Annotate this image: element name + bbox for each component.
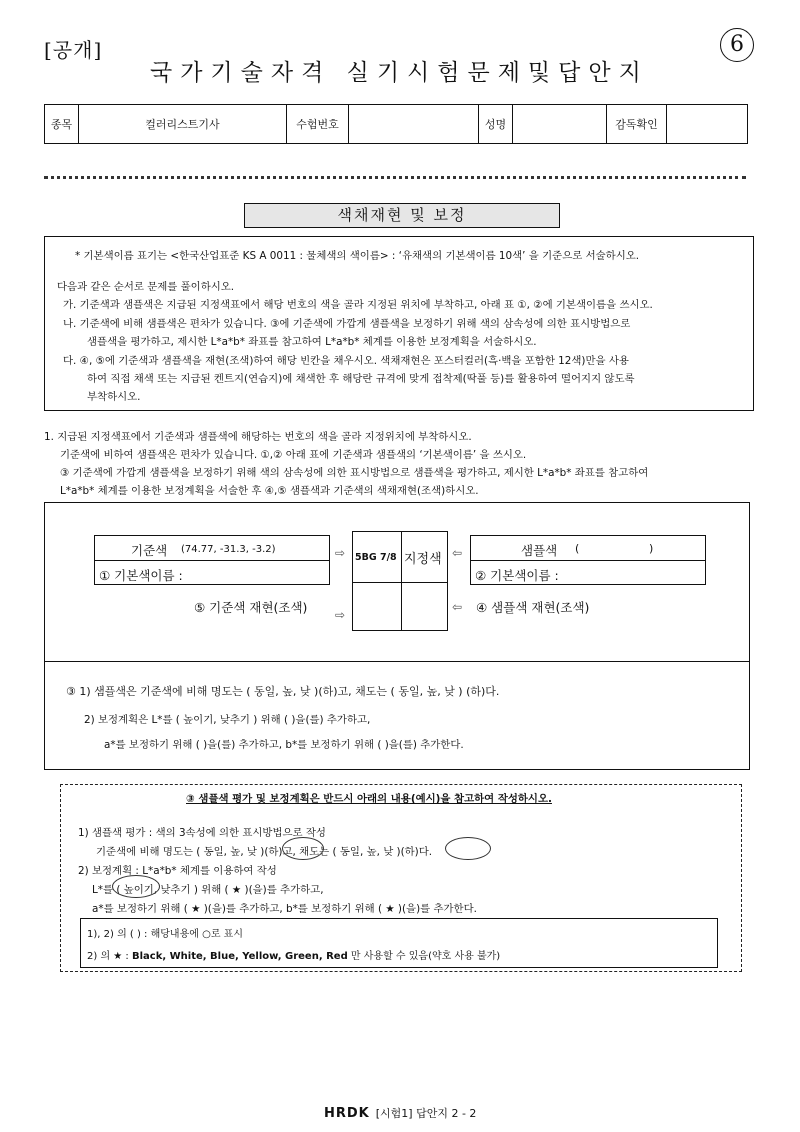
standard-note: * 기본색이름 표기는 <한국산업표준 KS A 0011 : 물체색의 색이름> : ‘유채색의 기본색이름 10색’ 을 기준으로 서술하시오. — [75, 250, 640, 262]
correction-plan-line-2[interactable]: a*를 보정하기 위해 ( )을(를) 추가하고, b*를 보정하기 위해 ( )을(를) 추가한다. — [104, 739, 464, 751]
sample-color-box — [470, 535, 706, 585]
standard-color-name-label[interactable]: ① 기본색이름 : — [99, 568, 183, 583]
note-line-2 — [87, 947, 500, 962]
name-label: 성명 — [479, 105, 513, 143]
instruction-da-2: 하여 직접 채색 또는 지급된 켄트지(연습지)에 채색한 후 해당란 규격에 맞게 접착제(딱풀 등)를 활용하여 떨어지지 않도록 — [87, 373, 635, 385]
standard-box-divider — [95, 560, 329, 561]
page-number-badge: 6 — [720, 28, 754, 62]
example-circle-mark — [282, 837, 324, 860]
reference-line-5: a*를 보정하기 위해 ( ★ )(을)를 추가하고, b*를 보정하기 위해 ( ★ )(을)를 추가한다. — [92, 903, 477, 915]
instructions-intro: 다음과 같은 순서로 문제를 풀이하시오. — [57, 281, 235, 293]
exam-number-field[interactable] — [349, 105, 479, 143]
reference-line-1: 1) 샘플색 평가 : 색의 3속성에 의한 표시방법으로 작성 — [78, 827, 326, 839]
footer-text: [시험1] 답안지 2 - 2 — [375, 1107, 477, 1120]
field-value: 컬러리스트기사 — [79, 105, 287, 143]
reference-line-4: L*를 ( 높이기, 낮추기 ) 위해 ( ★ )(을)를 추가하고, — [92, 884, 324, 896]
question-line-1: 1. 지급된 지정색표에서 기준색과 샘플색에 해당하는 번호의 색을 골라 지정위치에 부착하시오. — [44, 431, 472, 443]
instruction-da-1: 다. ④, ⑤에 기준색과 샘플색을 재현(조색)하여 해당 빈칸을 채우시오. 색채재현은 포스터컬러(흑·백을 포함한 12색)만을 사용 — [63, 355, 629, 367]
instruction-na-1: 나. 기준색에 비해 샘플색은 편차가 있습니다. ③에 기준색에 가깝게 샘플색을 보정하기 위해 색의 삼속성에 의한 표시방법으로 — [63, 318, 631, 330]
footer — [324, 1105, 476, 1121]
standard-repro-label: ⑤ 기준색 재현(조색) — [194, 600, 308, 615]
sample-paren-open: ( — [575, 542, 580, 555]
exam-number-label: 수험번호 — [287, 105, 349, 143]
standard-color-label: 기준색 — [131, 543, 168, 558]
sample-color-name-label[interactable]: ② 기본색이름 : — [475, 568, 559, 583]
reference-line-2: 기준색에 비해 명도는 ( 동일, 높, 낮 )(하)고, 채도는 ( 동일, 높, 낮 )(하)다. — [96, 846, 433, 858]
reference-note-box — [80, 918, 718, 968]
section-title: 색채재현 및 보정 — [244, 203, 560, 228]
right-arrow-icon: ⇨ — [335, 608, 346, 622]
reference-line-3: 2) 보정계획 : L*a*b* 체계를 이용하여 작성 — [78, 865, 277, 877]
sample-color-label: 샘플색 — [521, 543, 558, 558]
sample-box-divider — [471, 560, 705, 561]
allowed-colors: Black, White, Blue, Yellow, Green, Red — [131, 951, 348, 962]
exam-info-table — [44, 104, 748, 144]
page-title: 국가기술자격 실기시험문제및답안지 — [150, 60, 649, 86]
supervisor-label: 감독확인 — [607, 105, 667, 143]
dotted-divider — [44, 176, 746, 179]
correction-plan-line-1[interactable]: 2) 보정계획은 L*를 ( 높이기, 낮추기 ) 위해 ( )을(를) 추가하고, — [84, 714, 371, 726]
sample-paren-close: ) — [649, 542, 654, 555]
reference-title: ③ 샘플색 평가 및 보정계획은 반드시 아래의 내용(예시)을 참고하여 작성하시오. — [186, 793, 552, 805]
question-line-2: 기준색에 비하여 샘플색은 편차가 있습니다. ①,② 아래 표에 기준색과 샘플색의 ‘기본색이름’ 을 쓰시오. — [60, 449, 527, 461]
left-arrow-icon: ⇦ — [452, 600, 463, 614]
specified-color-label: 지정색 — [404, 552, 442, 567]
note-line-1: 1), 2) 의 ( ) : 해당내용에 ○로 표시 — [87, 929, 243, 940]
right-arrow-icon: ⇨ — [335, 546, 346, 560]
sample-lab-field[interactable] — [583, 539, 647, 557]
supervisor-field[interactable] — [667, 105, 747, 143]
instruction-ga: 가. 기준색과 샘플색은 지급된 지정색표에서 해당 번호의 색을 골라 지정된 위치에 부착하고, 아래 표 ①, ②에 기본색이름을 쓰시오. — [63, 299, 653, 311]
note-2-suffix: 만 사용할 수 있음(약호 사용 불가) — [347, 951, 501, 962]
specified-color-code: 5BG 7/8 — [355, 552, 397, 563]
sample-repro-label: ④ 샘플색 재현(조색) — [476, 600, 590, 615]
color-chip-grid — [352, 531, 448, 631]
hrdk-logo: HRDK — [324, 1106, 370, 1121]
left-arrow-icon: ⇦ — [452, 546, 463, 560]
standard-lab-values: (74.77, -31.3, -3.2) — [181, 544, 276, 555]
example-circle-mark — [112, 875, 160, 898]
standard-color-box — [94, 535, 330, 585]
field-label: 종목 — [45, 105, 79, 143]
question-line-3: ③ 기준색에 가깝게 샘플색을 보정하기 위해 색의 삼속성에 의한 표시방법으로 샘플색을 평가하고, 제시한 L*a*b* 좌표를 참고하여 — [60, 467, 649, 479]
answer-box-divider — [44, 661, 750, 662]
evaluation-line[interactable]: ③ 1) 샘플색은 기준색에 비해 명도는 ( 동일, 높, 낮 )(하)고, 채도는 ( 동일, 높, 낮 ) (하)다. — [66, 685, 500, 698]
name-field[interactable] — [513, 105, 607, 143]
public-tag: [공개] — [44, 38, 103, 62]
instruction-da-3: 부착하시오. — [87, 391, 141, 403]
instructions-box — [44, 236, 754, 411]
example-circle-mark — [445, 837, 491, 860]
instruction-na-2: 샘플색을 평가하고, 제시한 L*a*b* 좌표를 참고하여 L*a*b* 체계를 이용한 보정계획을 서술하시오. — [87, 336, 537, 348]
note-2-prefix: 2) 의 ★ : — [87, 951, 132, 962]
sample-repro-slot[interactable] — [402, 583, 448, 631]
standard-repro-slot[interactable] — [354, 583, 400, 631]
question-line-4: L*a*b* 체계를 이용한 보정계획을 서술한 후 ④,⑤ 샘플색과 기준색의 색채재현(조색)하시오. — [60, 485, 479, 497]
